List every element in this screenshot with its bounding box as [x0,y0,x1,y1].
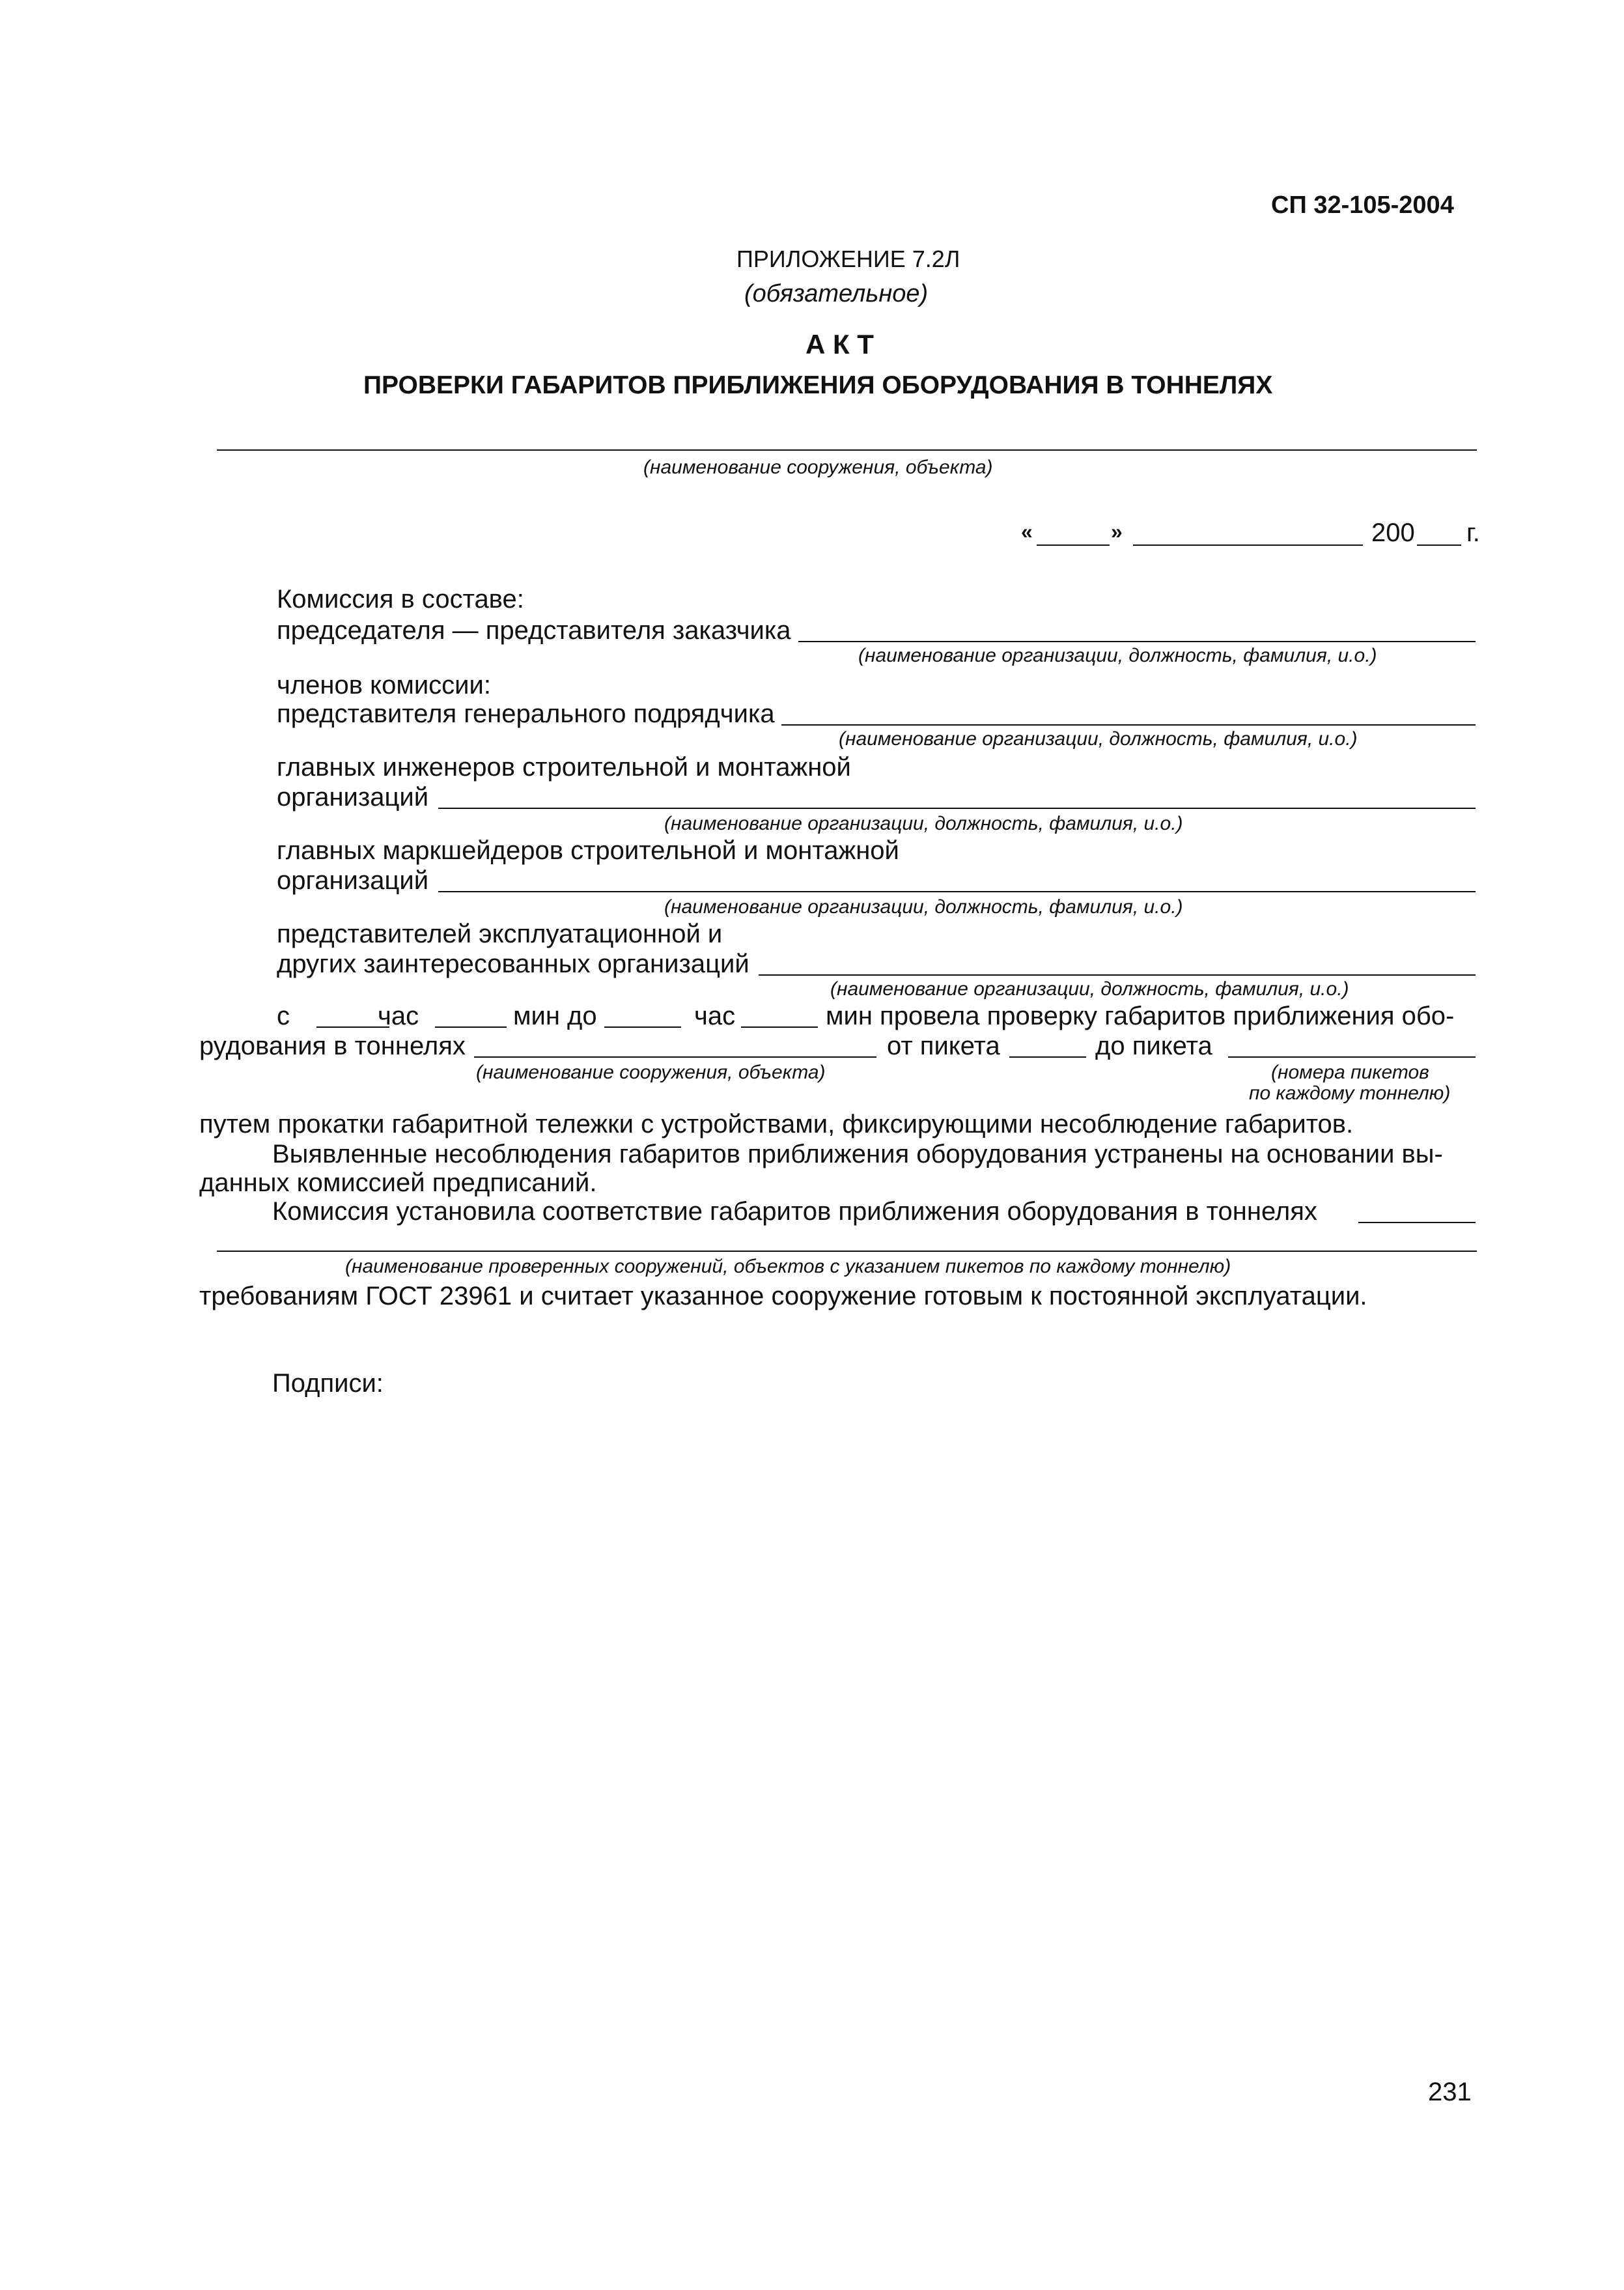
operators-label-2: других заинтересованных организаций [277,950,749,978]
paragraph-conclusion: Комиссия установила соответствие габаритов приближения оборудования в тоннелях [272,1197,1317,1226]
to-picket-label: до пикета [1095,1032,1212,1060]
date-year-prefix: 200 [1371,518,1415,547]
hour-label-2: час [694,1002,736,1030]
date-open-quote: « [1021,520,1033,543]
date-year-suffix: г. [1466,518,1480,547]
gen-contractor-label: представителя генерального подрядчика [277,700,775,728]
appendix-label: ПРИЛОЖЕНИЕ 7.2Л [736,246,960,272]
date-close-quote: » [1111,520,1123,543]
date-month-field[interactable] [1133,544,1363,546]
chief-surveyors-field[interactable] [438,891,1476,892]
checked-objects-caption: (наименование проверенных сооружений, объектов с указанием пикетов по каждому тоннелю) [345,1256,1231,1277]
operators-label-1: представителей эксплуатационной и [277,920,723,948]
object-name-line [217,449,1477,451]
paragraph-method: путем прокатки габаритной тележки с устройствами, фиксирующими несоблюдение габаритов. [199,1110,1354,1138]
chief-surveyors-label-2: организаций [277,866,429,895]
pickets-caption-1: (номера пикетов [1271,1062,1429,1083]
from-picket-label: от пикета [887,1032,1000,1060]
object-name-caption: (наименование сооружения, объекта) [643,457,993,478]
document-code: СП 32-105-2004 [1271,191,1454,219]
pickets-caption-2: по каждому тоннелю) [1249,1082,1451,1104]
gen-contractor-field[interactable] [781,724,1476,726]
chief-engineers-label-1: главных инженеров строительной и монтажной [277,753,851,782]
end-hour-field[interactable] [604,1026,681,1028]
chairman-label: председателя — представителя заказчика [277,616,791,645]
operators-caption: (наименование организации, должность, фамилия, и.о.) [830,978,1349,1000]
gen-contractor-caption: (наименование организации, должность, фамилия, и.о.) [839,728,1358,750]
start-minute-field[interactable] [435,1026,507,1028]
date-day-field[interactable] [1037,544,1110,546]
operators-field[interactable] [759,974,1476,976]
tunnel-object-field[interactable] [474,1056,876,1058]
chief-surveyors-label-1: главных маркшейдеров строительной и монтажной [277,836,899,865]
min-to-label: мин до [513,1002,597,1030]
inspection-from-label: с [277,1002,290,1030]
paragraph-requirements: требованиям ГОСТ 23961 и считает указанное сооружение готовым к постоянной эксплуатации. [199,1282,1367,1310]
conclusion-field-end[interactable] [1358,1222,1476,1223]
commission-intro: Комиссия в составе: [277,585,524,614]
chief-engineers-field[interactable] [438,808,1476,809]
checked-objects-field[interactable] [217,1251,1477,1252]
from-picket-field[interactable] [1009,1056,1086,1058]
signatures-label: Подписи: [272,1369,384,1398]
members-label: членов комиссии: [277,671,491,700]
act-subtitle: ПРОВЕРКИ ГАБАРИТОВ ПРИБЛИЖЕНИЯ ОБОРУДОВАНИЯ В ТОННЕЛЯХ [363,371,1273,399]
end-minute-field[interactable] [741,1026,818,1028]
chief-engineers-caption: (наименование организации, должность, фамилия, и.о.) [664,813,1183,834]
chief-surveyors-caption: (наименование организации, должность, фамилия, и.о.) [664,896,1183,918]
paragraph-violations-2: данных комиссией предписаний. [199,1168,597,1197]
chief-engineers-label-2: организаций [277,783,429,812]
chairman-field[interactable] [798,641,1476,642]
appendix-status: (обязательное) [744,280,929,307]
act-title: А К Т [805,329,874,360]
date-year-field[interactable] [1417,544,1461,546]
inspection-tail-text: мин провела проверку габаритов приближения обо- [826,1002,1455,1030]
to-picket-field[interactable] [1228,1056,1476,1058]
tunnels-label: рудования в тоннелях [199,1032,466,1060]
page-number: 231 [1428,2078,1472,2106]
hour-label-1: час [378,1002,419,1030]
tunnel-object-caption: (наименование сооружения, объекта) [476,1062,826,1083]
chairman-caption: (наименование организации, должность, фамилия, и.о.) [858,645,1377,666]
paragraph-violations-1: Выявленные несоблюдения габаритов приближения оборудования устранены на основании вы- [272,1140,1443,1168]
